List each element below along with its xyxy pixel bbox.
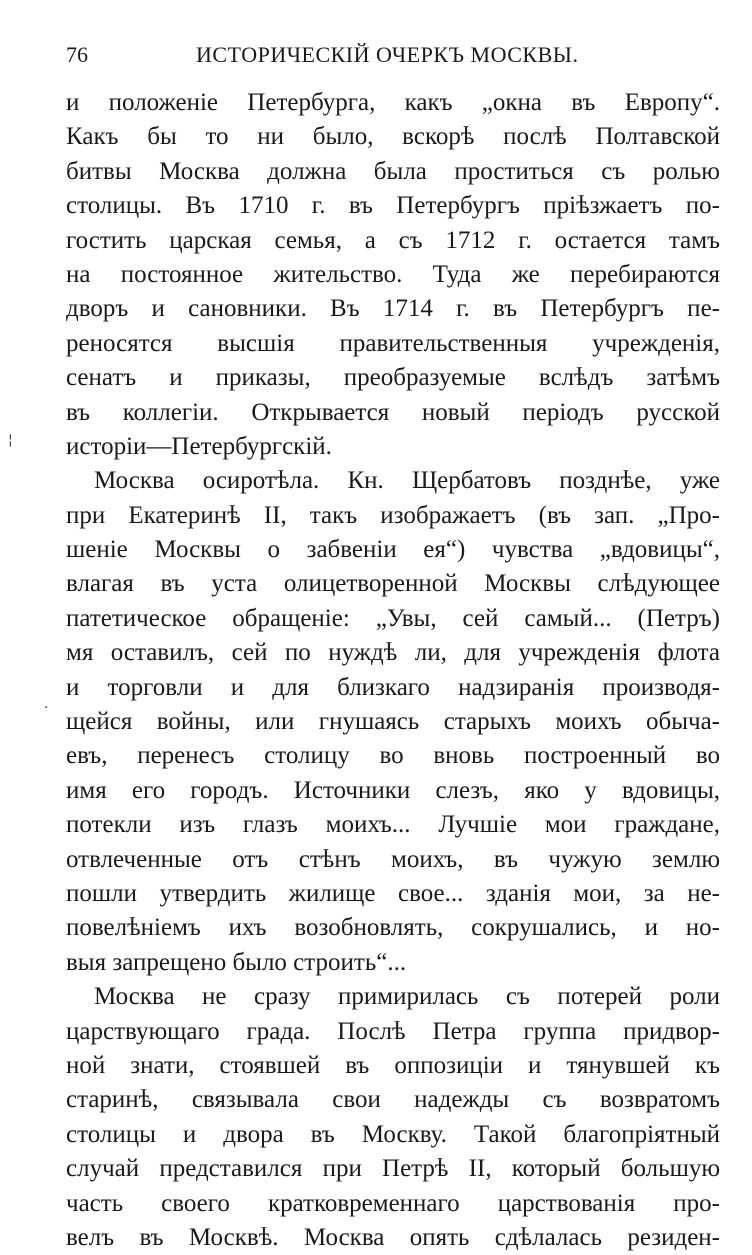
text-line: дворъ и сановники. Въ 1714 г. въ Петербургъ пе- bbox=[66, 295, 720, 323]
text-line: Москва не сразу примирилась съ потерей роли bbox=[94, 983, 720, 1011]
text-line: патетическое обращеніе: „Увы, сей самый... (Петръ) bbox=[66, 604, 720, 632]
running-title: ИСТОРИЧЕСКІЙ ОЧЕРКЪ МОСКВЫ. bbox=[196, 42, 579, 67]
text-line: имя его городъ. Источники слезъ, яко у вдовицы, bbox=[66, 776, 720, 804]
text-line: потекли изъ глазъ моихъ... Лучшіе мои граждане, bbox=[66, 811, 720, 839]
text-line: велъ въ Москвѣ. Москва опять сдѣлалась резиден- bbox=[66, 1223, 720, 1251]
text-line: и положеніе Петербурга, какъ „окна въ Европу“. bbox=[66, 89, 720, 116]
paragraph bbox=[66, 464, 720, 980]
text-line: при Екатеринѣ II, такъ изображаетъ (въ зап. „Про- bbox=[66, 501, 720, 529]
text-line: столицы и двора въ Москву. Такой благопріятный bbox=[66, 1120, 720, 1148]
text-line: шеніе Москвы о забвеніи ея“) чувства „вдовицы“, bbox=[66, 536, 720, 564]
text-line: ной знати, стоявшей въ оппозиціи и тянувшей къ bbox=[66, 1051, 720, 1079]
text-line: щейся войны, или гнушаясь старыхъ моихъ обыча- bbox=[66, 708, 720, 736]
page-number: 76 bbox=[66, 42, 88, 67]
text-line: повелѣніемъ ихъ возобновлять, сокрушались, и но- bbox=[66, 914, 720, 942]
text-line: отвлеченные отъ стѣнъ моихъ, въ чужую землю bbox=[66, 845, 720, 873]
text-line: Какъ бы то ни было, вскорѣ послѣ Полтавской bbox=[66, 123, 720, 151]
paragraph bbox=[66, 86, 720, 464]
paragraph bbox=[66, 980, 720, 1255]
text-line: гостить царская семья, а съ 1712 г. остается тамъ bbox=[66, 226, 720, 254]
margin-speck: ¦ bbox=[8, 432, 13, 448]
margin-speck: · bbox=[44, 700, 49, 716]
text-line: пошли утвердить жилище свое... зданія мои, за не- bbox=[66, 879, 720, 907]
text-line: царствующаго града. Послѣ Петра группа придвор- bbox=[66, 1017, 720, 1045]
text-line: реносятся высшія правительственныя учрежденія, bbox=[66, 329, 720, 357]
text-line: на постоянное жительство. Туда же перебираются bbox=[66, 260, 720, 288]
text-line: старинѣ, связывала свои надежды съ возвратомъ bbox=[66, 1086, 720, 1114]
text-line: столицы. Въ 1710 г. въ Петербургъ пріѣзжаетъ по- bbox=[66, 192, 720, 220]
text-line: Москва осиротѣла. Кн. Щербатовъ позднѣе, уже bbox=[94, 467, 720, 495]
text-line: мя оставилъ, сей по нуждѣ ли, для учрежденія флота bbox=[66, 639, 720, 667]
text-line: и торговли и для близкаго надзиранія производя- bbox=[66, 673, 720, 701]
text-line: евъ, перенесъ столицу во вновь построенный во bbox=[66, 742, 720, 770]
page-header bbox=[66, 38, 712, 72]
text-line: часть своего кратковременнаго царствованія про- bbox=[66, 1189, 720, 1217]
text-line: въ коллегіи. Открывается новый періодъ русской bbox=[66, 398, 720, 426]
text-line: случай представился при Петрѣ II, который большую bbox=[66, 1155, 720, 1183]
text-line: влагая въ уста олицетворенной Москвы слѣдующее bbox=[66, 570, 720, 598]
body-text bbox=[66, 86, 720, 1255]
text-line: выя запрещено было строить“... bbox=[66, 948, 407, 976]
text-line: исторіи—Петербургскій. bbox=[66, 432, 332, 460]
text-line: сенатъ и приказы, преобразуемые вслѣдъ затѣмъ bbox=[66, 364, 720, 392]
text-line: битвы Москва должна была проститься съ ролью bbox=[66, 157, 720, 185]
